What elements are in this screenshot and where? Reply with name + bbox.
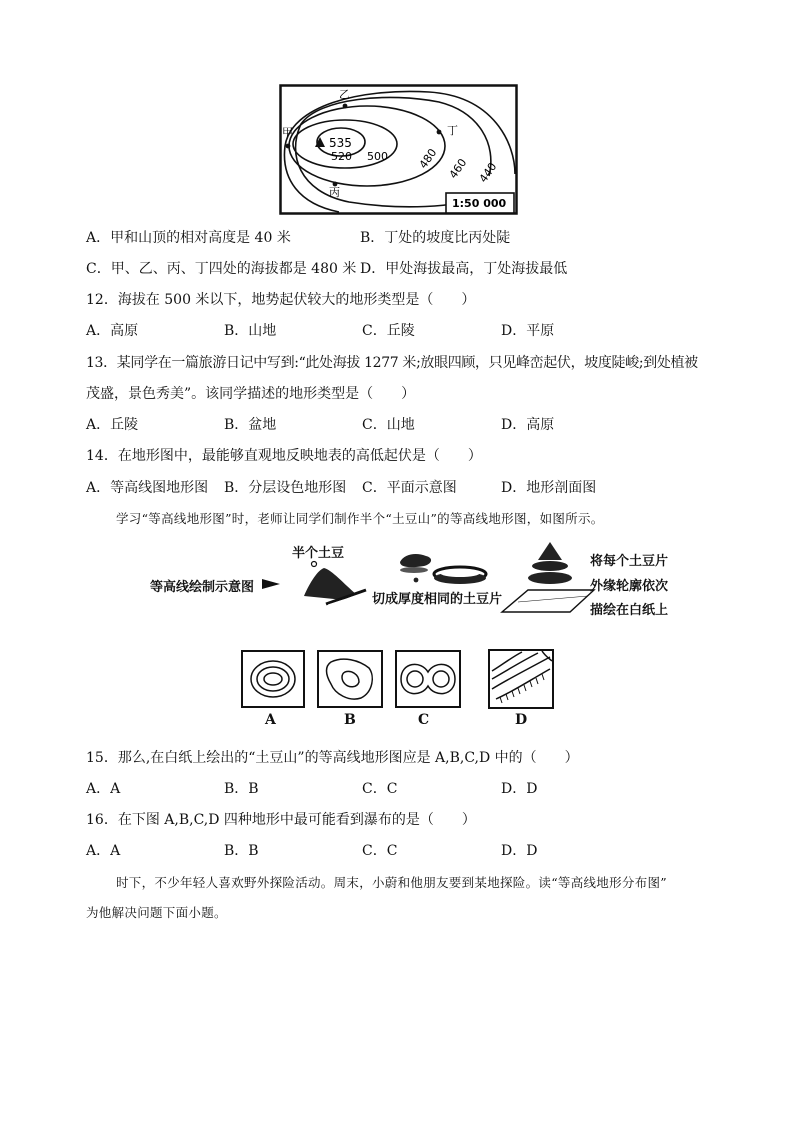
q14-option-c: C．平面示意图 — [362, 480, 457, 496]
q13-option-d: D．高原 — [501, 417, 555, 433]
panel-letter-c: C — [418, 712, 430, 728]
contour-map — [279, 84, 518, 215]
q11-option-a: A．甲和山顶的相对高度是 40 米 — [86, 230, 291, 246]
q12-stem: 12．海拔在 500 米以下，地势起伏较大的地形类型是（ ） — [86, 292, 476, 308]
q16-option-c: C．C — [362, 843, 398, 859]
stacked-slices-illustration — [498, 540, 598, 614]
q14-option-a: A．等高线图地形图 — [86, 480, 209, 496]
q14-stem: 14．在地形图中，最能够直观地反映地表的高低起伏是（ ） — [86, 448, 482, 464]
point-yi: 乙 — [339, 88, 350, 101]
contour-label-480: 480 — [416, 146, 440, 171]
q15-option-c: C．C — [362, 781, 398, 797]
intro-potato-mountain: 学习“等高线地形图”时，老师让同学们制作半个“土豆山”的等高线地形图，如图所示。 — [116, 511, 604, 526]
diagram-label-trace-3: 描绘在白纸上 — [590, 603, 669, 618]
peak-label: 535 — [329, 136, 352, 150]
q13-option-b: B．盆地 — [224, 417, 277, 433]
q13-option-c: C．山地 — [362, 417, 415, 433]
intro-exploration-line2: 为他解决问题下面小题。 — [86, 905, 227, 920]
diagram-label-trace-1: 将每个土豆片 — [590, 554, 669, 569]
point-bing: 丙 — [329, 186, 340, 199]
panel-d — [488, 649, 554, 709]
q16-stem: 16．在下图 A,B,C,D 四种地形中最可能看到瀑布的是（ ） — [86, 812, 476, 828]
q11-option-c: C．甲、乙、丙、丁四处的海拔都是 480 米 — [86, 261, 357, 277]
q12-option-a: A．高原 — [86, 323, 139, 339]
q15-option-b: B．B — [224, 781, 259, 797]
q13-option-a: A．丘陵 — [86, 417, 139, 433]
q13-stem-line1: 13．某同学在一篇旅游日记中写到:“此处海拔 1277 米;放眼四顾，只见峰峦起伏，坡度陡峻;到处植被 — [86, 355, 698, 371]
point-ding: 丁 — [447, 124, 458, 137]
q14-option-d: D．地形剖面图 — [501, 480, 597, 496]
q12-option-c: C．丘陵 — [362, 323, 415, 339]
diagram-label-left: 等高线绘制示意图 — [150, 580, 255, 595]
panel-c — [395, 650, 461, 708]
q16-option-a: A．A — [86, 843, 121, 859]
q12-option-d: D．平原 — [501, 323, 555, 339]
panel-letter-b: B — [344, 712, 356, 728]
half-potato-illustration — [300, 556, 372, 606]
contour-label-440: 440 — [476, 160, 500, 185]
q11-option-b: B．丁处的坡度比丙处陡 — [360, 230, 511, 246]
diagram-label-half-potato: 半个土豆 — [292, 546, 345, 561]
panel-a — [241, 650, 305, 708]
intro-exploration-line1: 时下，不少年轻人喜欢野外探险活动。周末，小蔚和他朋友要到某地探险。读“等高线地形分布图” — [116, 875, 667, 890]
q15-stem: 15．那么,在白纸上绘出的“土豆山”的等高线地形图应是 A,B,C,D 中的（ ） — [86, 750, 579, 766]
q16-option-b: B．B — [224, 843, 259, 859]
q15-option-d: D．D — [501, 781, 538, 797]
q12-option-b: B．山地 — [224, 323, 277, 339]
q16-option-d: D．D — [501, 843, 538, 859]
contour-label-500: 500 — [367, 150, 388, 163]
map-scale: 1:50 000 — [452, 197, 507, 210]
arrow-right-icon — [262, 577, 282, 591]
point-jia: 甲 — [282, 126, 293, 139]
contour-label-520: 520 — [331, 150, 352, 163]
potato-slices-illustration — [396, 548, 496, 590]
panel-letter-a: A — [265, 712, 276, 728]
panel-letter-d: D — [515, 712, 528, 728]
diagram-label-trace-2: 外缘轮廓依次 — [590, 579, 669, 594]
q14-option-b: B．分层设色地形图 — [224, 480, 347, 496]
q11-option-d: D．甲处海拔最高，丁处海拔最低 — [360, 261, 568, 277]
q13-stem-line2: 茂盛，景色秀美”。该同学描述的地形类型是（ ） — [86, 386, 416, 402]
q15-option-a: A．A — [86, 781, 121, 797]
diagram-label-cut: 切成厚度相同的土豆片 — [372, 592, 503, 607]
panel-b — [317, 650, 383, 708]
contour-label-460: 460 — [446, 156, 470, 181]
